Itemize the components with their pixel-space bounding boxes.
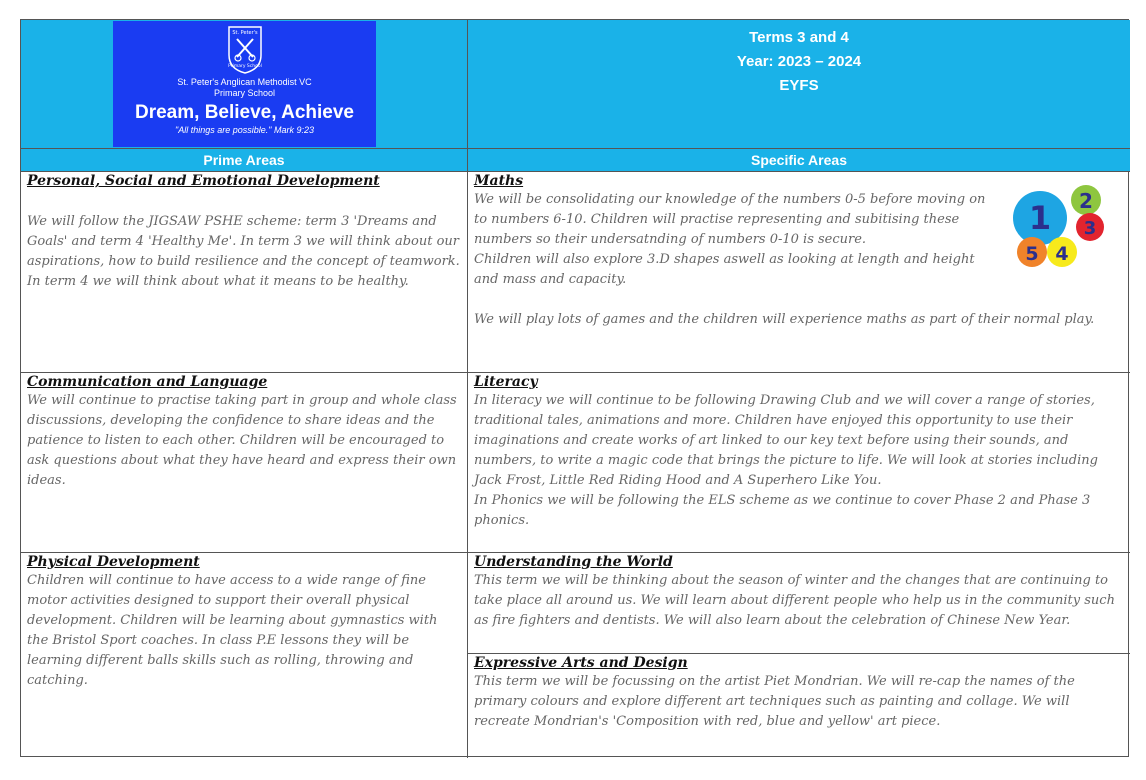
school-motto: Dream, Believe, Achieve xyxy=(135,102,354,123)
terms-label: Terms 3 and 4 xyxy=(749,29,849,46)
psed-title: Personal, Social and Emotional Development xyxy=(27,173,380,189)
maths-paragraph-2: Children will also explore 3.D shapes aswell as looking at length and height and mass and capacity. xyxy=(474,252,975,287)
cl-title: Communication and Language xyxy=(27,374,268,390)
svg-text:St. Peter's: St. Peter's xyxy=(231,30,258,36)
pd-title: Physical Development xyxy=(27,554,200,570)
header-title-cell xyxy=(467,20,1130,148)
psed-section xyxy=(21,171,467,372)
number-2: 2 xyxy=(1079,189,1093,213)
cl-body: We will continue to practise taking part in group and whole class discussions, developing the confidence to share ideas and the patience to listen to each other. Children will be encouraged to ask questions about what they have heard and express their own ideas. xyxy=(27,393,457,488)
ead-title: Expressive Arts and Design xyxy=(474,655,688,671)
literacy-section xyxy=(467,372,1130,552)
school-quote: "All things are possible." Mark 9:23 xyxy=(175,125,314,135)
maths-title: Maths xyxy=(474,173,524,189)
school-name-line1: St. Peter's Anglican Methodist VC xyxy=(177,77,312,87)
svg-text:Primary School: Primary School xyxy=(227,64,262,69)
number-5: 5 xyxy=(1025,243,1039,265)
maths-paragraph-1: We will be consolidating our knowledge of the numbers 0-5 before moving on to numbers 6-10. Children will practise representing and subitising these numbers so their undersatnding of numbers 0-10 is secure. xyxy=(474,192,986,247)
maths-section xyxy=(467,171,1130,372)
number-1: 1 xyxy=(1028,199,1052,237)
literacy-title: Literacy xyxy=(474,374,538,390)
pd-body: Children will continue to have access to a wide range of fine motor activities designed to support their overall physical development. Children will be learning about gymnastics with the Bristol Sport coaches. In class P.E lessons they will be learning different balls skills such as rolling, throwing and catching. xyxy=(27,573,438,688)
specific-areas-heading: Specific Areas xyxy=(467,148,1130,171)
school-logo xyxy=(113,21,376,147)
pd-section xyxy=(21,552,467,758)
maths-paragraph-3: We will play lots of games and the children will experience maths as part of their normal play. xyxy=(474,312,1095,327)
number-4: 4 xyxy=(1055,243,1069,265)
curriculum-overview-table xyxy=(20,19,1129,757)
literacy-body xyxy=(468,391,1130,531)
utw-title: Understanding the World xyxy=(474,554,673,570)
year-label: Year: 2023 – 2024 xyxy=(736,53,862,70)
psed-body: We will follow the JIGSAW PSHE scheme: term 3 'Dreams and Goals' and term 4 'Healthy Me'. In term 3 we will think about our aspirations, how to build resilience and the concept of teamwork. In term 4 we will think about what it means to be healthy. xyxy=(27,214,460,289)
numbers-graphic-icon xyxy=(1012,182,1112,274)
utw-body: This term we will be thinking about the season of winter and the changes that are continuing to take place all around us. We will learn about different people who help us in the community such as fire fighters and dentists. We will also learn about the celebration of Chinese New Year. xyxy=(474,573,1115,628)
school-name-line2: Primary School xyxy=(213,88,276,98)
literacy-paragraph-2: In Phonics we will be following the ELS scheme as we continue to cover Phase 2 and Phase 3 phonics. xyxy=(474,493,1091,528)
number-3: 3 xyxy=(1083,218,1097,239)
literacy-paragraph-1: In literacy we will continue to be following Drawing Club and we will cover a range of stories, traditional tales, animations and more. Children have enjoyed this opportunity to use their imaginations and create works of art linked to our key text before using their sounds, and numbers, to write a magic code that brings the picture to life. We will look at stories including Jack Frost, Little Red Riding Hood and A Superhero Like You. xyxy=(474,393,1098,488)
logo-cell xyxy=(21,20,467,148)
prime-areas-heading: Prime Areas xyxy=(21,148,467,171)
cl-section xyxy=(21,372,467,552)
maths-body xyxy=(468,190,1000,290)
school-crest-icon xyxy=(225,25,265,75)
utw-section xyxy=(467,552,1130,653)
stage-label: EYFS xyxy=(779,77,819,94)
ead-body: This term we will be focussing on the artist Piet Mondrian. We will re-cap the names of the primary colours and explore different art techniques such as painting and collage. We will recreate Mondrian's 'Composition with red, blue and yellow' art piece. xyxy=(474,674,1075,729)
ead-section xyxy=(467,653,1130,758)
